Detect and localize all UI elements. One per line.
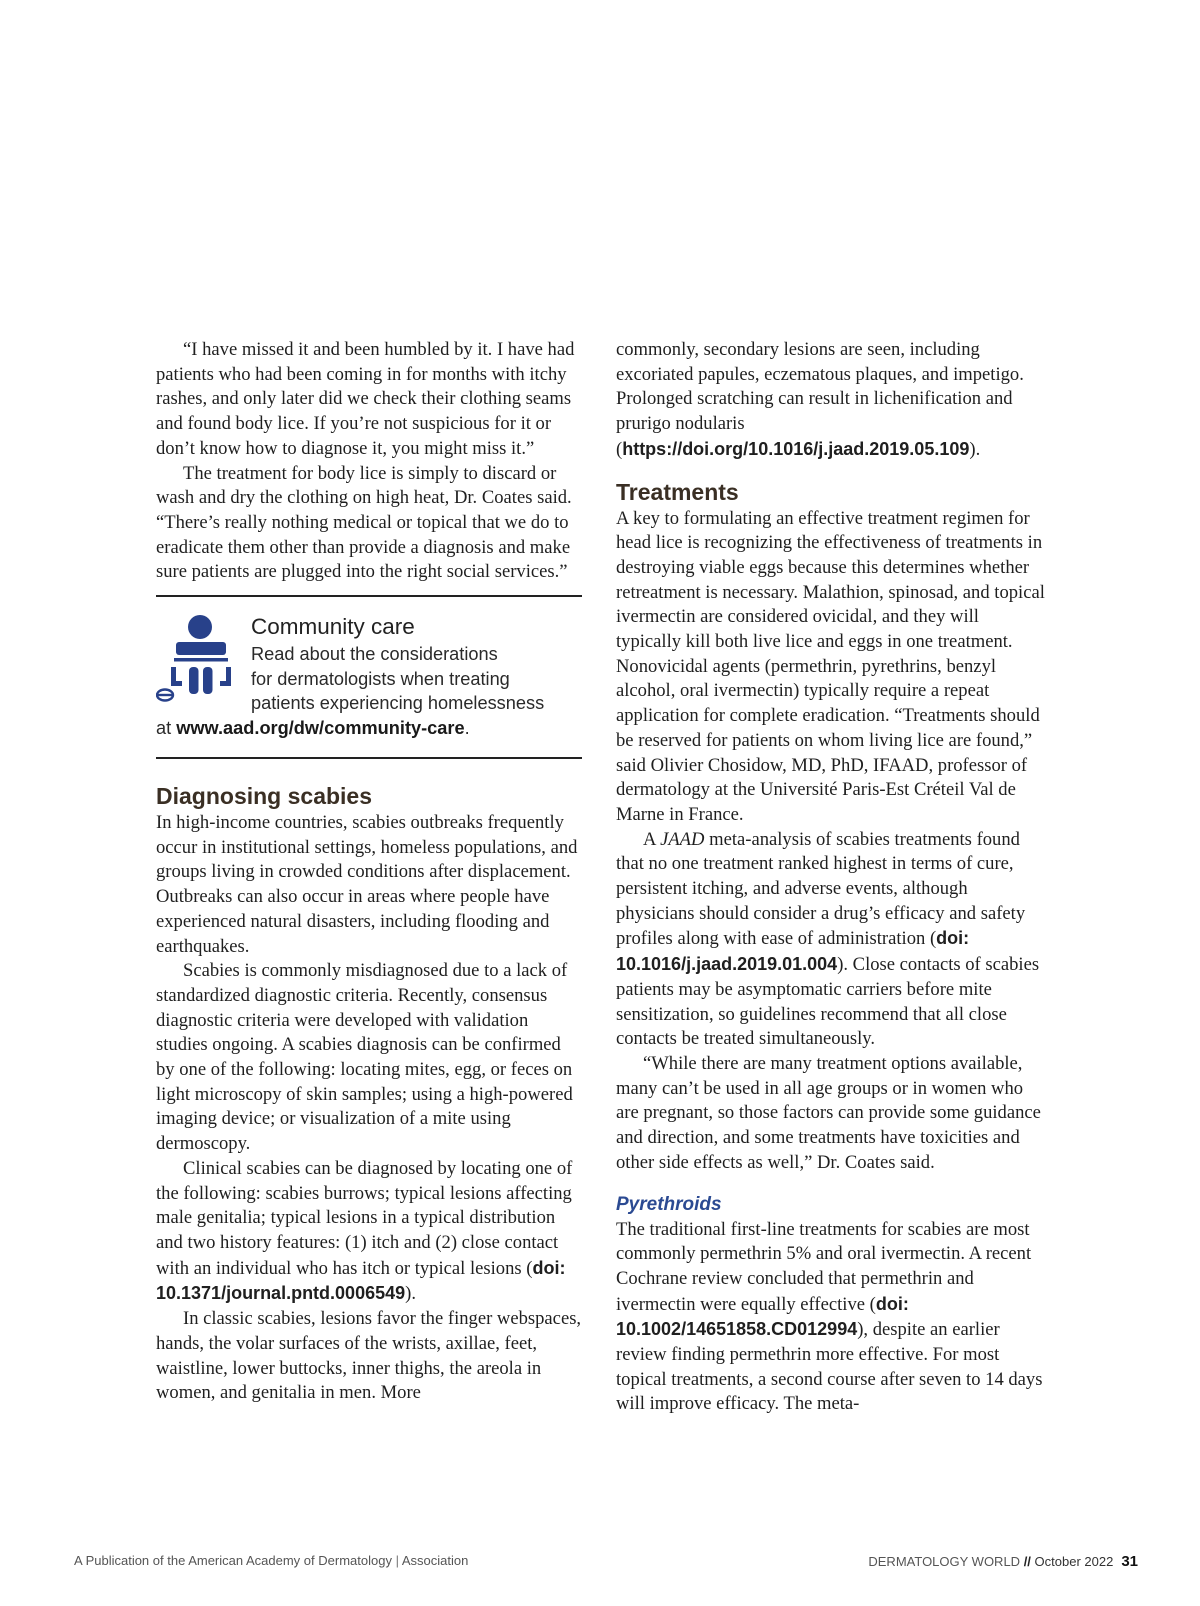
community-care-callout [156,597,582,757]
doi-reference[interactable]: doi: 10.1016/j.jaad.2019.01.004 [616,928,970,975]
paragraph: commonly, secondary lesions are seen, including excoriated papules, eczematous plaques, and impetigo. Prolonged scratching can result in lichenification and prurigo nodularis (https://doi.org/10.1016/j.jaad.2019.05.109). [616,339,1024,460]
footer-publication: A Publication of the American Academy of Dermatology | Association [74,1553,469,1568]
paragraph: The traditional first-line treatments for scabies are most commonly permethrin 5% and oral ivermectin. A recent Cochrane review concluded that permethrin and ivermectin were equally effective (doi: 10.1002/14651858.CD012994), despite an earlier review finding permethrin more effective. For most topical treatments, a second course after seven to 14 days will improve efficacy. The meta- [616,1218,1043,1415]
callout-text: patients experiencing homelessness [251,693,545,714]
section-heading-treatments: Treatments [616,478,739,505]
callout-title: Community care [251,614,415,640]
section-heading-diagnosing: Diagnosing scabies [156,783,373,810]
paragraph: A key to formulating an effective treatment regimen for head lice is recognizing the effectiveness of treatments in destroying viable eggs because this determines whether retreatment is necessary. Malathion, spinosad, and topical ivermectin are considered ovicidal, and they will typically kill both live lice and eggs in one treatment. Nonovicidal agents (permethrin, pyrethrins, benzyl alcohol, oral ivermectin) typically require a repeat application for complete eradication. “Treatments should be reserved for patients on whom living lice are found,” said Olivier Chosidow, MD, PhD, IFAAD, professor of dermatology at the Université Paris-Est Créteil Val de Marne in France. [616,507,1045,825]
left-column [156,338,582,1406]
callout-bottom-rule [156,757,582,759]
footer-issue: DERMATOLOGY WORLD // October 2022 31 [868,1553,1138,1570]
callout-text: at [156,717,177,738]
community-person-icon [156,615,232,707]
paragraph: “While there are many treatment options available, many can’t be used in all age groups or in women who are pregnant, so those factors can provide some guidance and direction, and some treatments have toxicities and other side effects as well,” Dr. Coates said. [616,1052,1041,1173]
doi-reference[interactable]: https://doi.org/10.1016/j.jaad.2019.05.109 [622,438,970,459]
right-column [616,338,1048,1417]
paragraph: “I have missed it and been humbled by it. I have had patients who had been coming in for months with itchy rashes, and only later did we check their clothing seams and found body lice. If you’re not suspicious for it or don’t know how to diagnose it, you might miss it.” [156,339,575,459]
magazine-name: DERMATOLOGY WORLD [868,1554,1021,1569]
paragraph: In high-income countries, scabies outbreaks frequently occur in institutional settings, homeless populations, and groups living in crowded conditions after displacement. Outbreaks can also occur in areas where people have experienced natural disasters, including flooding and earthquakes. [156,812,578,957]
paragraph: A JAAD meta-analysis of scabies treatments found that no one treatment ranked highest in terms of cure, persistent itching, and adverse events, although physicians should consider a drug’s efficacy and safety profiles along with ease of administration (doi: 10.1016/j.jaad.2019.01.004). Close contacts of scabies patients may be asymptomatic carriers before mite sensitization, so guidelines recommend that all close contacts be treated simultaneously. [616,828,1040,1050]
callout-text: . [464,717,470,738]
page-number: 31 [1121,1553,1138,1570]
paragraph: Clinical scabies can be diagnosed by locating one of the following: scabies burrows; typical lesions affecting male genitalia; typical lesions in a typical distribution and two history features: (1) itch and (2) close contact with an individual who has itch or typical lesions (doi: 10.1371/journal.pntd.0006549). [156,1157,573,1305]
community-care-link[interactable]: www.aad.org/dw/community-care [176,717,465,738]
doi-reference[interactable]: doi: 10.1002/14651858.CD012994 [616,1293,909,1340]
paragraph: Scabies is commonly misdiagnosed due to a lack of standardized diagnostic criteria. Recently, consensus diagnostic criteria were developed with validation studies ongoing. A scabies diagnosis can be confirmed by one of the following: locating mites, egg, or feces on light microscopy of skin samples; using a high-powered imaging device; or visualization of a mite using dermoscopy. [156,960,573,1155]
paragraph: The treatment for body lice is simply to discard or wash and dry the clothing on high heat, Dr. Coates said. “There’s really nothing medical or topical that we do to eradicate them other than provide a diagnosis and make sure patients are plugged into the right social services.” [156,462,572,583]
doi-reference[interactable]: doi: 10.1371/journal.pntd.0006549 [156,1257,566,1304]
callout-text: Read about the considerations [251,644,498,665]
paragraph: In classic scabies, lesions favor the finger webspaces, hands, the volar surfaces of the wrists, axillae, feet, waistline, lower buttocks, inner thighs, the areola in women, and genitalia in men. More [156,1308,582,1404]
issue-date: October 2022 [1034,1554,1114,1569]
callout-text: for dermatologists when treating [251,668,510,689]
subheading-pyrethroids: Pyrethroids [616,1193,722,1215]
